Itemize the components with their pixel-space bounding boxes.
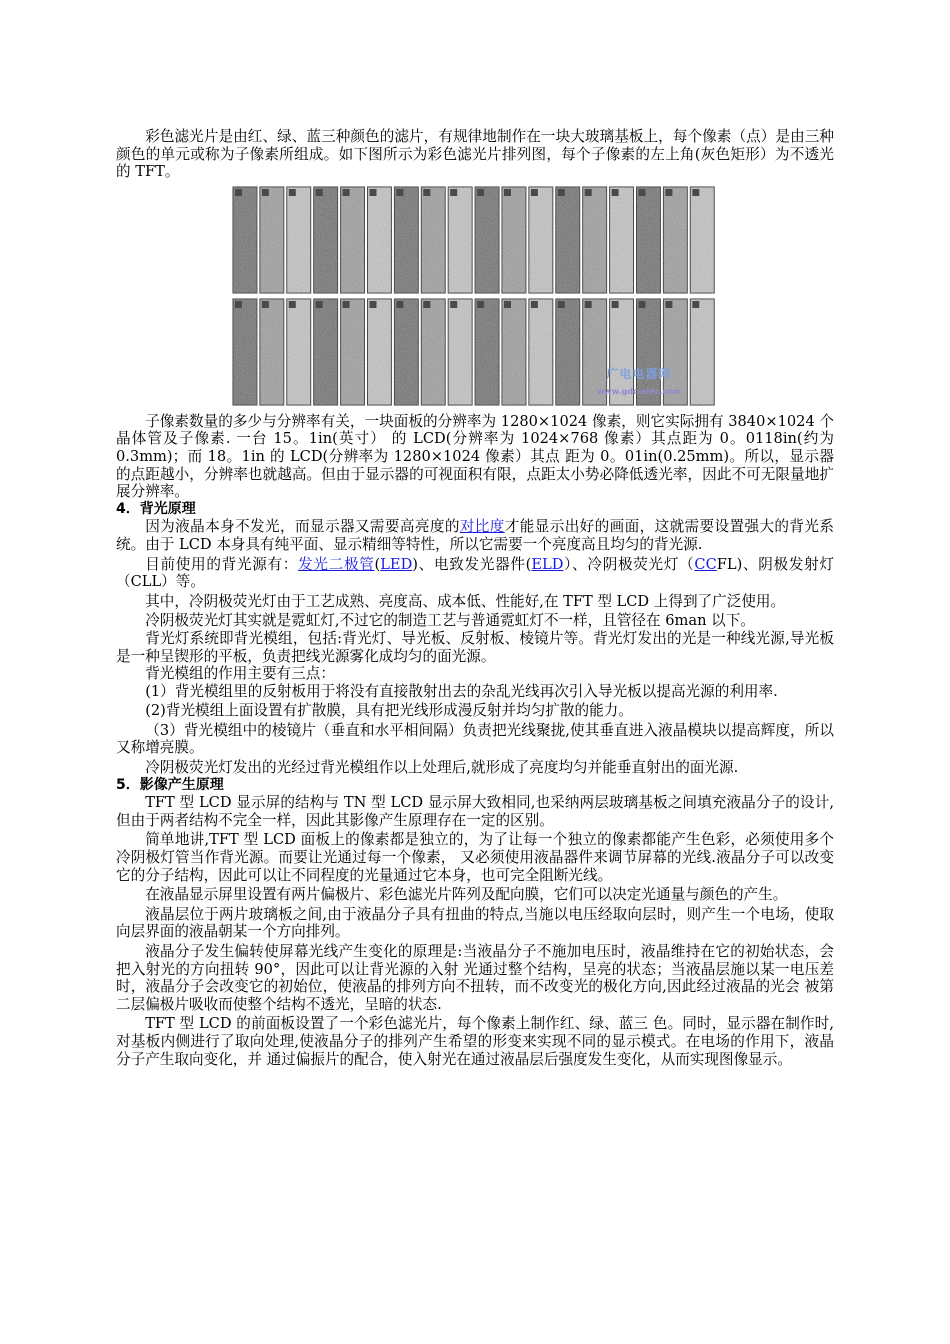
- tft-block: [423, 189, 430, 196]
- tft-block: [343, 301, 350, 308]
- sub-pixel-texture: [260, 299, 284, 405]
- section-4-heading: 4．背光原理: [116, 500, 196, 517]
- tft-block: [289, 301, 296, 308]
- backlight-paragraph-9: （3）背光模组中的棱镜片（垂直和水平相间隔）负责把光线聚拢,使其垂直进入液晶模块以提高辉度，所以又称增亮膜。: [116, 721, 834, 757]
- backlight-paragraph-8: (2)背光模组上面设置有扩散膜，具有把光线形成漫反射并均匀扩散的能力。: [145, 702, 633, 720]
- sub-pixel-texture: [368, 187, 392, 293]
- watermark-text: 广电电器网: [606, 366, 672, 381]
- sub-pixel-texture: [529, 187, 553, 293]
- contrast-link[interactable]: 对比度: [459, 518, 505, 536]
- image-paragraph-5: 液晶分子发生偏转使屏幕光线产生变化的原理是:当液晶分子不施加电压时，液晶维持在它的初始状态，会把入射光的方向扭转 90°，因此可以让背光源的入射 光通过整个结构，呈亮的状态；当液晶层施以某一电压差时，液晶分子会改变它的初始位，使液晶的排列方向不扭转，而不改变光的极化方向,因此经过液晶的光会 被第二层偏极片吸收而使整个结构不透光，呈暗的状态.: [116, 943, 834, 1013]
- led-diode-link[interactable]: 发光二极管: [298, 555, 375, 573]
- sub-pixel-texture: [663, 187, 687, 293]
- sub-pixel-texture: [314, 187, 338, 293]
- text-span: 因为液晶本身不发光，而显示器又需要高亮度的: [145, 518, 460, 536]
- eld-link[interactable]: ELD: [531, 555, 564, 573]
- tft-block: [262, 301, 269, 308]
- backlight-paragraph-2: [116, 556, 834, 591]
- tft-block: [665, 301, 672, 308]
- tft-block: [558, 301, 565, 308]
- image-paragraph-3: 在液晶显示屏里设置有两片偏极片、彩色滤光片阵列及配向膜，它们可以决定光通量与颜色的产生。: [145, 886, 788, 904]
- sub-pixel-texture: [287, 187, 311, 293]
- sub-pixel-texture: [690, 299, 714, 405]
- intro-paragraph: 彩色滤光片是由红、绿、蓝三种颜色的滤片，有规律地制作在一块大玻璃基板上，每个像素（点）是由三种颜色的单元或称为子像素所组成。如下图所示为彩色滤光片排列图，每个子像素的左上角(灰色矩形）为不透光的 TFT。: [116, 128, 834, 181]
- text-span: FL)、阴极发射灯（CLL）等。: [116, 555, 835, 591]
- sub-pixel-texture: [421, 299, 445, 405]
- tft-block: [585, 189, 592, 196]
- sub-pixel-texture: [314, 299, 338, 405]
- text-span: (: [374, 555, 381, 573]
- image-paragraph-2: 简单地讲,TFT 型 LCD 面板上的像素都是独立的，为了让每一个独立的像素都能产生色彩，必须使用多个冷阴极灯管当作背光源。而要让光通过每一个像素， 又必须使用液晶器件来调节屏幕的光线.液晶分子可以改变它的分子结构，因此可以让不同程度的光量通过它本身，也可完全阻断光线。: [116, 831, 834, 884]
- tft-block: [235, 189, 242, 196]
- tft-block: [504, 189, 511, 196]
- sub-pixel-texture: [260, 187, 284, 293]
- backlight-paragraph-1: [116, 518, 834, 553]
- backlight-paragraph-6: 背光模组的作用主要有三点：: [145, 665, 335, 683]
- tft-block: [450, 189, 457, 196]
- sub-pixel-texture: [583, 187, 607, 293]
- backlight-paragraph-10: 冷阴极荧光灯发出的光经过背光模组作以上处理后,就形成了亮度均匀并能垂直射出的面光源.: [145, 759, 739, 777]
- tft-block: [504, 301, 511, 308]
- tft-block: [639, 301, 646, 308]
- backlight-paragraph-5: 背光灯系统即背光模组，包括:背光灯、导光板、反射板、棱镜片等。背光灯发出的光是一种线光源,导光板是一种呈锲形的平板，负责把线光源雾化成均匀的面光源。: [116, 629, 834, 665]
- sub-pixel-texture: [394, 299, 418, 405]
- sub-pixel-texture: [421, 187, 445, 293]
- sub-pixel-texture: [341, 299, 365, 405]
- sub-pixel-texture: [556, 187, 580, 293]
- sub-pixel-texture: [233, 299, 257, 405]
- image-paragraph-1: TFT 型 LCD 显示屏的结构与 TN 型 LCD 显示屏大致相同,也采纳两层玻璃基板之间填充液晶分子的设计,但由于两者结构不完全一样，因此其影像产生原理存在一定的区别。: [116, 794, 834, 829]
- sub-pixel-texture: [529, 299, 553, 405]
- backlight-paragraph-3: 其中，冷阴极荧光灯由于工艺成熟、亮度高、成本低、性能好,在 TFT 型 LCD 上得到了广泛使用。: [145, 592, 786, 610]
- tft-block: [450, 301, 457, 308]
- tft-block: [423, 301, 430, 308]
- tft-block: [316, 189, 323, 196]
- tft-block: [343, 189, 350, 196]
- tft-block: [531, 189, 538, 196]
- tft-block: [665, 189, 672, 196]
- text-span: ）、冷阴极荧光灯（: [563, 555, 695, 573]
- tft-block: [262, 189, 269, 196]
- watermark-url: www.gdc-elec.com: [596, 387, 681, 397]
- document-page: [116, 128, 834, 1068]
- sub-pixel-texture: [341, 187, 365, 293]
- sub-pixel-texture: [610, 187, 634, 293]
- led-link[interactable]: LED: [380, 555, 413, 573]
- tft-block: [396, 301, 403, 308]
- tft-block: [477, 189, 484, 196]
- sub-pixel-texture: [556, 299, 580, 405]
- sub-pixel-texture: [690, 187, 714, 293]
- tft-block: [639, 189, 646, 196]
- sub-pixel-texture: [502, 187, 526, 293]
- text-span: )、电致发光器件(: [412, 555, 532, 573]
- image-paragraph-6: TFT 型 LCD 的前面板设置了一个彩色滤光片，每个像素上制作红、绿、蓝三 色。同时，显示器在制作时,对基板内侧进行了取向处理,使液晶分子的排列产生希望的形变来实现不同的显示模式。在电场的作用下，液晶分子产生取向变化，并 通过偏振片的配合，使入射光在通过液晶层后强度发生变化，从而实现图像显示。: [116, 1015, 834, 1068]
- image-paragraph-4: 液晶层位于两片玻璃板之间,由于液晶分子具有扭曲的特点,当施以电压经取向层时，则产生一个电场，使取向层界面的液晶朝某一个方向排列。: [116, 905, 834, 941]
- tft-block: [612, 189, 619, 196]
- sub-pixel-texture: [475, 187, 499, 293]
- text-span: 目前使用的背光源有：: [145, 555, 299, 573]
- sub-pixel-texture: [448, 187, 472, 293]
- tft-block: [692, 301, 699, 308]
- tft-block: [585, 301, 592, 308]
- tft-block: [477, 301, 484, 308]
- tft-block: [370, 189, 377, 196]
- tft-block: [235, 301, 242, 308]
- color-filter-figure: [229, 183, 719, 409]
- sub-pixel-texture: [233, 187, 257, 293]
- ccfl-link[interactable]: CC: [694, 555, 717, 573]
- tft-block: [396, 189, 403, 196]
- section-5-heading: 5．影像产生原理: [116, 776, 224, 793]
- sub-pixel-texture: [394, 187, 418, 293]
- tft-block: [289, 189, 296, 196]
- watermark: [597, 366, 681, 401]
- tft-block: [692, 189, 699, 196]
- tft-block: [370, 301, 377, 308]
- tft-block: [558, 189, 565, 196]
- sub-pixel-texture: [502, 299, 526, 405]
- backlight-paragraph-4: 冷阴极荧光灯其实就是霓虹灯,不过它的制造工艺与普通霓虹灯不一样，且管径在 6man 以下。: [145, 612, 755, 630]
- backlight-paragraph-7: (1）背光模组里的反射板用于将没有直接散射出去的杂乱光线再次引入导光板以提高光源的利用率.: [145, 682, 778, 700]
- sub-pixel-texture: [475, 299, 499, 405]
- text-span: 才能显示出好的画面，这就需要设置强大的背光系统。由于 LCD 本身具有纯平面、显示精细等特性，所以它需要一个亮度高且均匀的背光源.: [116, 518, 834, 553]
- tft-block: [612, 301, 619, 308]
- subpixel-paragraph: 子像素数量的多少与分辨率有关，一块面板的分辨率为 1280×1024 像素，则它实际拥有 3840×1024 个晶体管及子像素. 一台 15。1in(英寸） 的 LCD(分辨率为 1024×768 像素）其点距为 0。0118in(约为 0.3mm)；而 18。1in 的 LCD(分辨率为 1280×1024 像素）其点 距为 0。01in(0.25mm)。所以，显示器的点距越小，分辨率也就越高。但由于显示器的可视面积有限，点距太小势必降低透光率，因此不可无限量地扩 展分辨率。: [116, 412, 834, 501]
- tft-block: [531, 301, 538, 308]
- sub-pixel-texture: [637, 187, 661, 293]
- sub-pixel-texture: [448, 299, 472, 405]
- tft-block: [316, 301, 323, 308]
- sub-pixel-texture: [368, 299, 392, 405]
- sub-pixel-texture: [287, 299, 311, 405]
